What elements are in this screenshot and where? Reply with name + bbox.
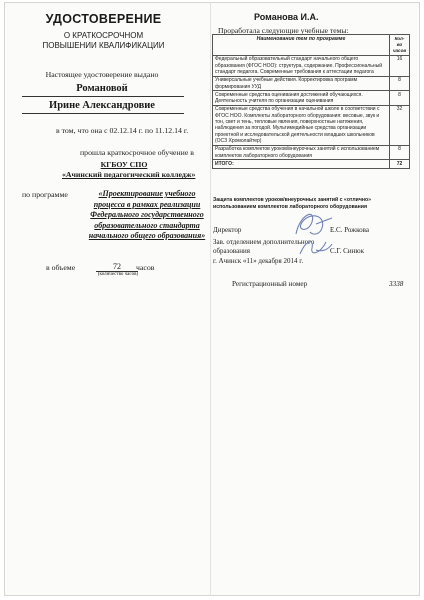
table-row — [213, 76, 410, 91]
given-names-underline — [22, 113, 184, 114]
table-row — [213, 105, 410, 145]
protection-result: Защита комплектов уроков/внеурочных занятий с «отлично» использованием комплектов лабораторного оборудования — [213, 197, 372, 210]
page-fold — [210, 2, 211, 596]
hours-note: (количество часов) — [97, 272, 139, 277]
table-row — [213, 91, 410, 106]
program-title: «Проектирование учебного процесса в рамках реализации Федерального государственного образовательного стандарта начального общего образования» — [88, 189, 206, 240]
table-row — [213, 55, 410, 76]
certificate-subtitle: О КРАТКОСРОЧНОМ ПОВЫШЕНИИ КВАЛИФИКАЦИИ — [42, 31, 165, 50]
hours-cell: 32 — [390, 105, 410, 145]
registration-label: Регистрационный номер — [232, 280, 308, 288]
deputy-label: Зав. отделением дополнительного образования — [213, 238, 315, 255]
volume-label: в объеме — [46, 263, 76, 272]
organization-name: КГБОУ СПО — [100, 160, 148, 169]
hours-word: часов — [136, 263, 155, 272]
organization-full-name: «Ачинский педагогический колледж» — [62, 170, 196, 179]
training-period: в том, что она с 02.12.14 г. по 11.12.14 г. — [56, 126, 189, 135]
hours-cell: 16 — [390, 55, 410, 76]
topic-cell: Разработка комплектов уроков/внеурочных занятий с использованием комплектов лабораторного оборудования — [213, 145, 390, 160]
recipient-surname: Романовой — [76, 83, 128, 94]
topic-cell: Современные средства оценивания достижений обучающихся. Деятельность учителя по организации оценивания — [213, 91, 390, 106]
topics-table — [212, 34, 410, 169]
recipient-given-names: Ирине Александровие — [49, 100, 155, 111]
issued-to-text: Настоящее удостоверение выдано — [45, 70, 159, 79]
hours-cell: 8 — [390, 145, 410, 160]
table-total-row — [213, 160, 410, 168]
director-label: Директор — [213, 226, 242, 234]
topic-cell: Универсальные учебные действия. Корректировка программ формирования УУД — [213, 76, 390, 91]
hours-column-header: Кол-во часов — [390, 35, 410, 56]
place-date: г. Ачинск «11» декабря 2014 г. — [213, 257, 304, 265]
deputy-name: С.Г. Синюк — [330, 247, 364, 255]
surname-underline — [22, 96, 184, 97]
volume-hours: 72 — [113, 262, 121, 271]
hours-cell: 8 — [390, 91, 410, 106]
topic-cell: Федеральный образовательный стандарт начального общего образования (ФГОС НОО): структура, содержание. Профессиональный стандарт педагога. Современные требования к аттестации педагога — [213, 55, 390, 76]
topic-column-header: Наименование тем по программе — [213, 35, 390, 56]
table-header-row — [213, 35, 410, 56]
total-label: ИТОГО: — [213, 160, 390, 168]
certificate-title: УДОСТОВЕРЕНИЕ — [45, 12, 162, 26]
program-label: по программе — [22, 190, 68, 199]
total-hours: 72 — [390, 160, 410, 168]
table-row — [213, 145, 410, 160]
name-header: Романова И.А. — [254, 12, 319, 22]
director-name: Е.С. Рожкова — [330, 226, 369, 234]
training-text: прошла краткосрочное обучение в — [80, 148, 194, 157]
studied-topics-label: Проработала следующие учебные темы: — [218, 26, 349, 35]
topic-cell: Современные средства обучения в начальной школе в соответствии с ФГОС НОО. Комплекты лабораторного оборудования: весовые, звук и тон, свет и тень, тепловые явления, поверхностные натяжения, наблюдения за погодой. Мультимедийные средства организации проектной и исследовательской деятельности младших школьников (ОСЗ Хромолайтер) — [213, 105, 390, 145]
hours-cell: 8 — [390, 76, 410, 91]
registration-number: 3338 — [389, 280, 404, 288]
